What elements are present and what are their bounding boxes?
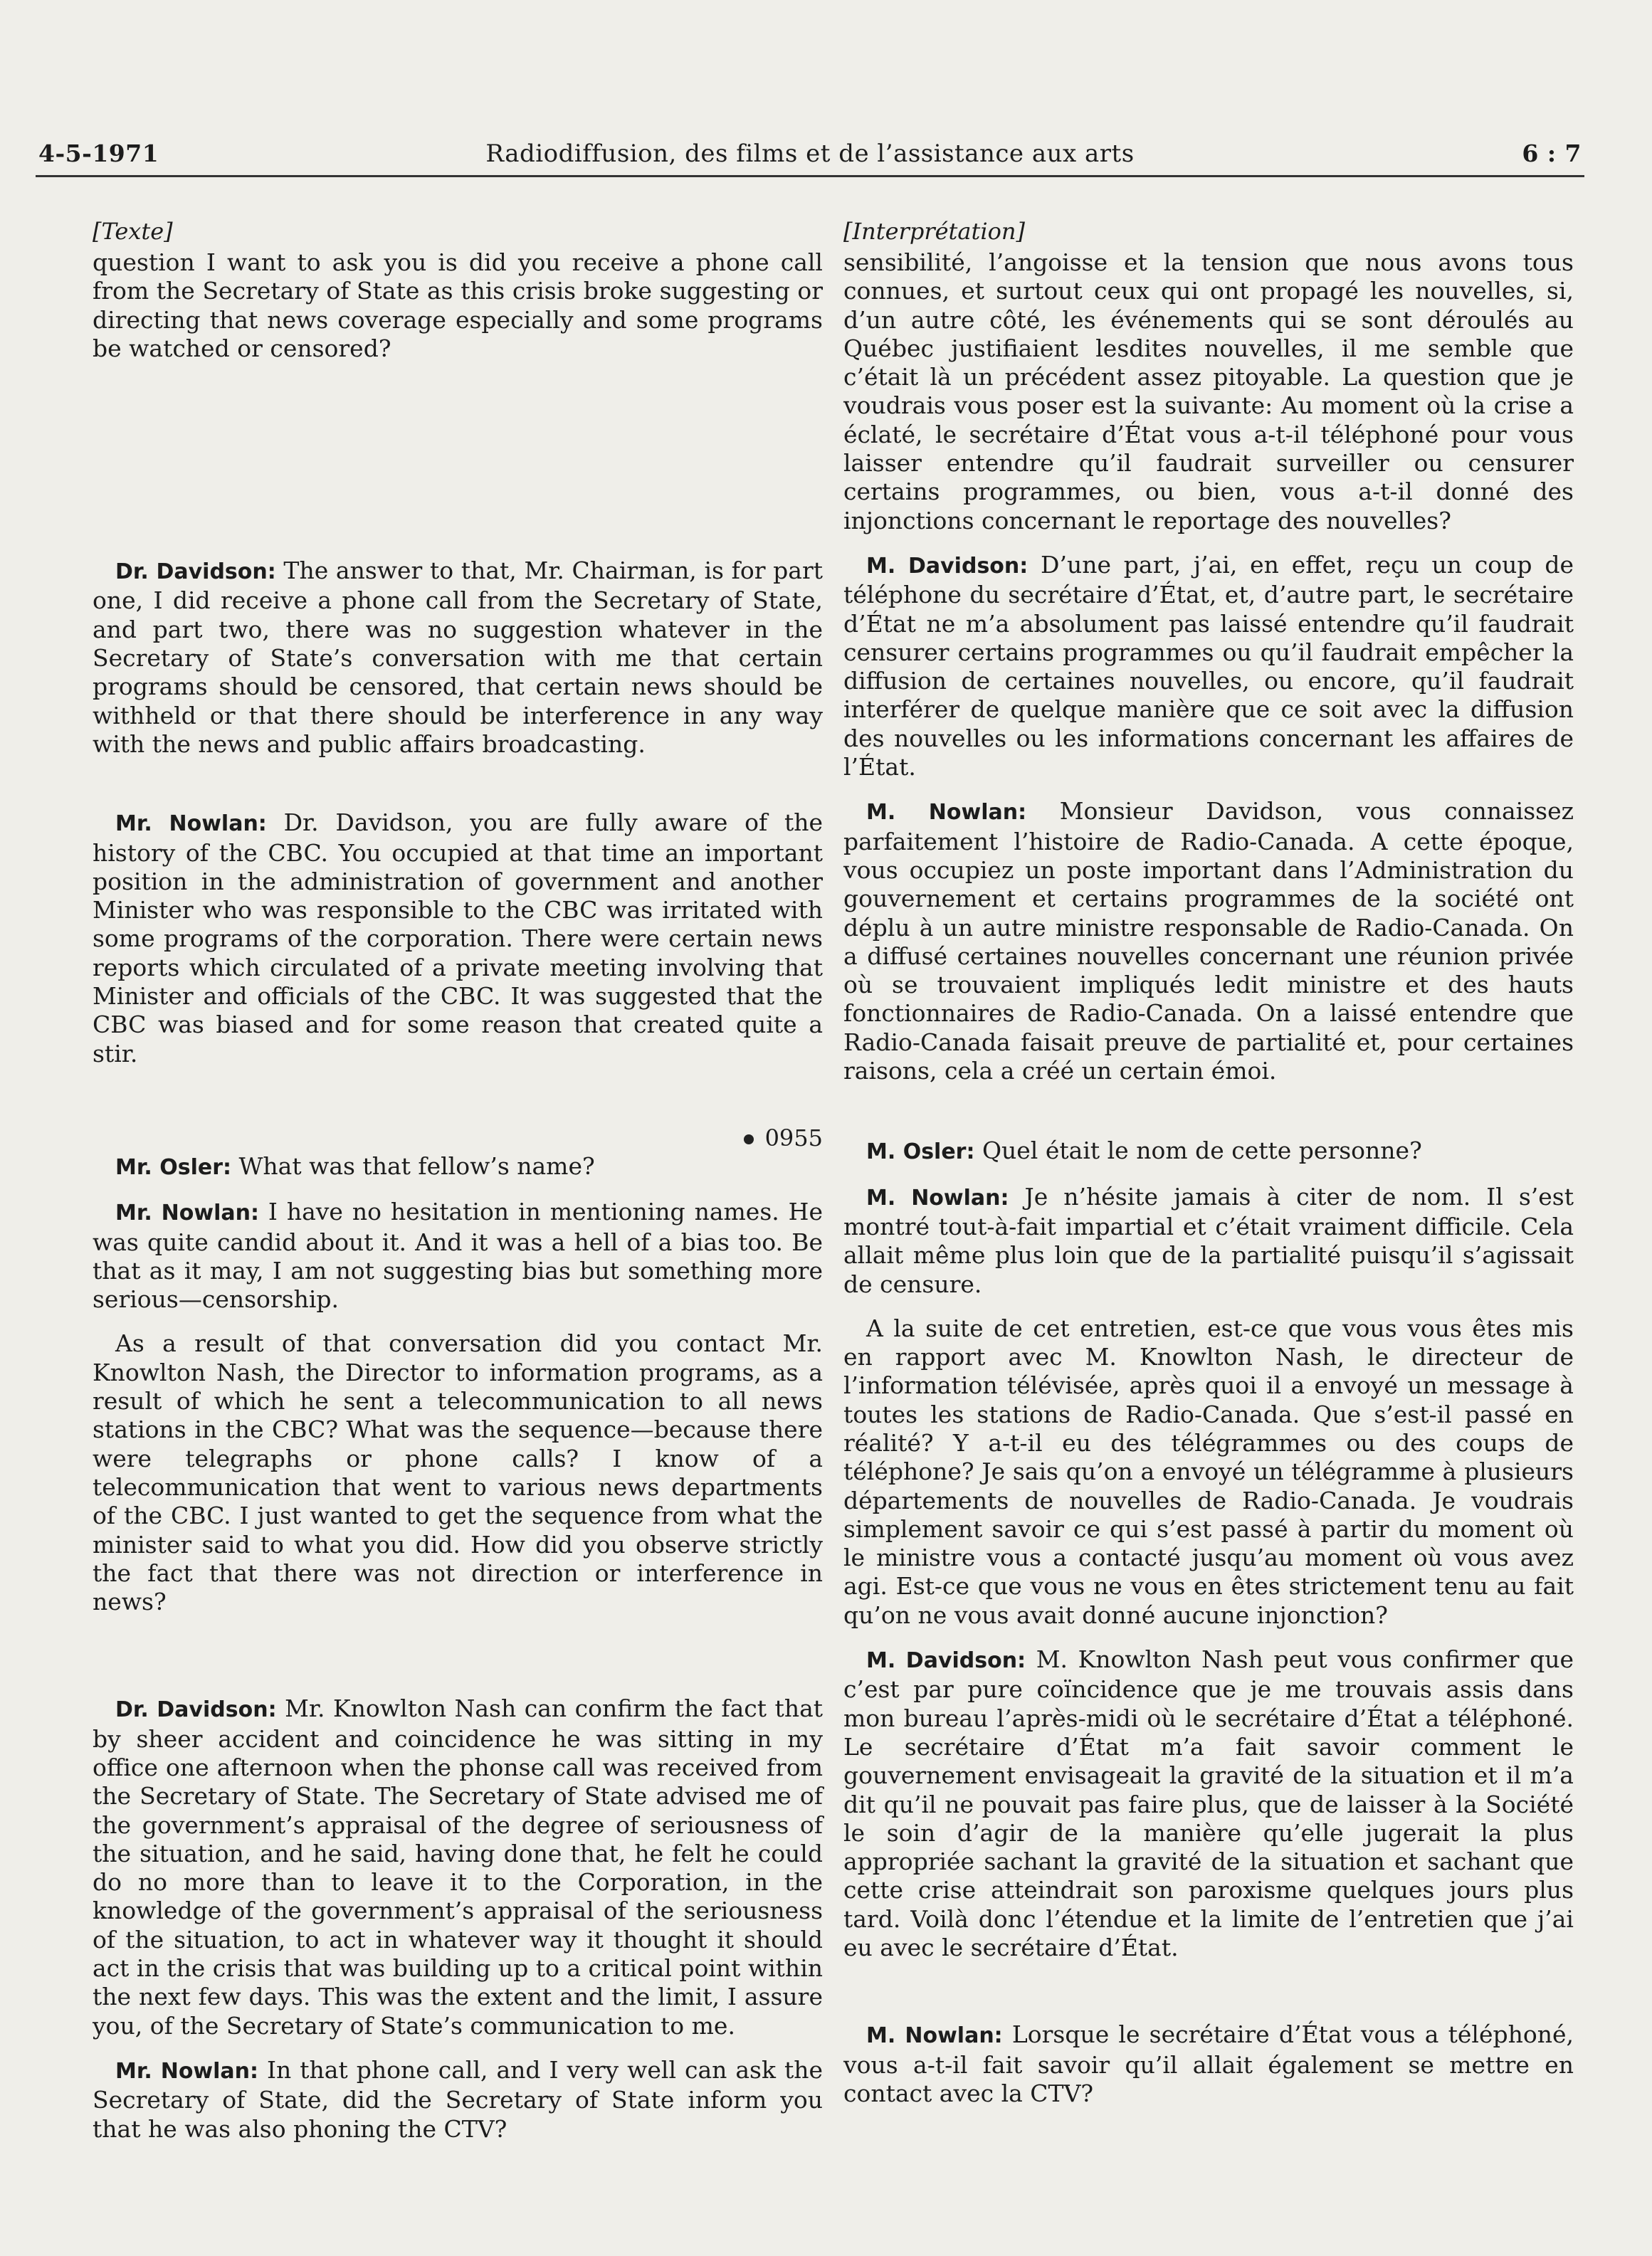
- speech-text: What was that fellow’s name?: [231, 1151, 595, 1180]
- speaker-name: Mr. Nowlan:: [115, 811, 267, 837]
- speaker-name: Dr. Davidson:: [115, 1697, 277, 1723]
- paragraph: sensibilité, l’angoisse et la tension que nous avons tous connues, et surtout ceux qui ont propagé les nouvelles, si, d’un autre côté, les événements qui se sont déroulés au Québec justifiaient lesdites nouvelles, il me semble que c’était là un précédent assez pitoyable. La question que je voudrais vous poser est la suivante: Au moment où la crise a éclaté, le secrétaire d’État vous a-t-il téléphoné pour vous laisser entendre qu’il faudrait surveiller ou censurer certains programmes, ou bien, vous a-t-il donné des injonctions concernant le reportage des nouvelles?: [843, 248, 1574, 534]
- english-column: [93, 217, 823, 2144]
- paragraph: As a result of that conversation did you contact Mr. Knowlton Nash, the Director to information programs, as a result of which he sent a telecommunication to all news stations in the CBC? What was the sequence—because there were telegraphs or phone calls? I know of a telecommunication that went to various news departments of the CBC. I just wanted to get the sequence from what the minister said to what you did. How did you observe strictly the fact that there was not direction or interference in news?: [93, 1329, 823, 1616]
- speech-text: In that phone call, and I very well can ask the Secretary of State, did the Secretary of State inform you that he was also phoning the CTV?: [93, 2055, 824, 2143]
- speech-text: Je n’hésite jamais à citer de nom. Il s’est montré tout-à-fait impartial et c’était vraiment difficile. Cela allait même plus loin que de la partialité puisqu’il s’agissait de censure.: [843, 1182, 1574, 1298]
- speaker-name: M. Nowlan:: [866, 1185, 1009, 1211]
- speaker-name: M. Nowlan:: [866, 800, 1027, 826]
- paragraph: [843, 551, 1574, 781]
- speaker-name: Mr. Osler:: [115, 1154, 231, 1180]
- timestamp: [93, 1124, 823, 1152]
- paragraph: [843, 1137, 1574, 1166]
- paragraph: [93, 2056, 823, 2144]
- paragraph: [843, 1645, 1574, 1962]
- paragraph: [843, 1183, 1574, 1299]
- speech-text: D’une part, j’ai, en effet, reçu un coup de téléphone du secrétaire d’État, et, d’autre part, le secrétaire d’État ne m’a absolument pas laissé entendre qu’il faudrait censurer certains programmes ou qu’il faudrait empêcher la diffusion de certaines nouvelles, ou encore, qu’il faudrait interférer de quelque manière que ce soit avec la diffusion des nouvelles ou les informations concernant les affaires de l’État.: [843, 550, 1574, 781]
- speaker-name: M. Nowlan:: [866, 2023, 1003, 2049]
- timestamp-text: 0955: [764, 1124, 823, 1151]
- header-date: 4-5-1971: [38, 139, 159, 167]
- paragraph: [843, 797, 1574, 1085]
- page-header: [36, 139, 1584, 177]
- speech-text: Monsieur Davidson, vous connaissez parfaitement l’histoire de Radio-Canada. A cette époque, vous occupiez un poste important dans l’Administration du gouvernement et certains programmes de la société ont déplu à un autre ministre responsable de Radio-Canada. On a diffusé certaines nouvelles concernant une réunion privée où se trouvaient impliqués ledit ministre et des hauts fonctionnaires de Radio-Canada. On a laissé entendre que Radio-Canada faisait preuve de partialité et, pour certaines raisons, cela a créé un certain émoi.: [843, 797, 1574, 1085]
- speech-text: M. Knowlton Nash peut vous confirmer que c’est par pure coïncidence que je me trouvais assis dans mon bureau l’après-midi où le secrétaire d’État a téléphoné. Le secrétaire d’État m’a fait savoir comment le gouvernement envisageait la gravité de la situation et il m’a dit qu’il ne pouvait pas faire plus, que de laisser à la Société le soin d’agir de la manière qu’elle jugerait la plus appropriée sachant la gravité de la situation et sachant que cette crise atteindrait son paroxisme quelques jours plus tard. Voilà donc l’étendue et la limite de l’entretien que j’ai eu avec le secrétaire d’État.: [843, 1645, 1574, 1962]
- paragraph: [93, 1694, 823, 2040]
- text-label: [Texte]: [93, 218, 173, 245]
- speaker-name: M. Davidson:: [866, 1648, 1026, 1674]
- bullet-icon: [744, 1134, 754, 1144]
- header-title: Radiodiffusion, des films et de l’assistance aux arts: [485, 139, 1135, 168]
- french-column: [843, 217, 1574, 2108]
- speech-text: Mr. Knowlton Nash can confirm the fact that by sheer accident and coincidence he was sitting in my office one afternoon when the phonse call was received from the Secretary of State. The Secretary of State advised me of the government’s appraisal of the degree of seriousness of the situation, and he said, having done that, he felt he could do no more than to leave it to the Corporation, in the knowledge of the government’s appraisal of the seriousness of the situation, to act in whatever way it thought it should act in the crisis that was building up to a critical point within the next few days. This was the extent and the limit, I assure you, of the Secretary of State’s communication to me.: [93, 1694, 824, 2040]
- paragraph: [93, 1152, 823, 1182]
- speech-text: Lorsque le secrétaire d’État vous a téléphoné, vous a-t-il fait savoir qu’il allait également se mettre en contact avec la CTV?: [843, 2020, 1574, 2107]
- header-page-number: 6 : 7: [1522, 139, 1582, 167]
- speaker-name: Mr. Nowlan:: [115, 1201, 259, 1226]
- speaker-name: M. Osler:: [866, 1139, 975, 1165]
- speech-text: Quel était le nom de cette personne?: [974, 1137, 1422, 1165]
- speech-text: Dr. Davidson, you are fully aware of the history of the CBC. You occupied at that time an important position in the administration of government and another Minister who was responsible to the CBC was irritated with some programs of the corporation. There were certain news reports which circulated of a private meeting involving that Minister and officials of the CBC. It was suggested that the CBC was biased and for some reason that created quite a stir.: [93, 808, 823, 1068]
- speaker-name: M. Davidson:: [866, 553, 1028, 579]
- paragraph: question I want to ask you is did you receive a phone call from the Secretary of State as this crisis broke suggesting or directing that news coverage especially and some programs be watched or censored?: [93, 248, 823, 362]
- interpretation-label: [Interprétation]: [843, 218, 1025, 245]
- paragraph: [93, 557, 823, 759]
- paragraph: A la suite de cet entretien, est-ce que vous vous êtes mis en rapport avec M. Knowlton Nash, le directeur de l’information télévisée, après quoi il a envoyé un message à toutes les stations de Radio-Canada. Que s’est-il passé en réalité? Y a-t-il eu des télégrammes ou des coups de téléphone? Je sais qu’on a envoyé un télégramme à plusieurs départements de nouvelles de Radio-Canada. Je voudrais simplement savoir ce qui s’est passé à partir du moment où le ministre vous a contacté jusqu’au moment où vous avez agi. Est-ce que vous ne vous en êtes strictement tenu au fait qu’on ne vous avait donné aucune injonction?: [843, 1314, 1574, 1629]
- speech-text: The answer to that, Mr. Chairman, is for part one, I did receive a phone call from the Secretary of State, and part two, there was no suggestion whatever in the Secretary of State’s conversation with me that certain programs should be censored, that certain news should be withheld or that there should be interference in any way with the news and public affairs broadcasting.: [93, 557, 824, 758]
- paragraph: [93, 808, 823, 1068]
- paragraph: [843, 2020, 1574, 2108]
- speaker-name: Mr. Nowlan:: [115, 2058, 259, 2084]
- paragraph: [93, 1198, 823, 1314]
- speaker-name: Dr. Davidson:: [115, 559, 276, 585]
- speech-text: I have no hesitation in mentioning names. He was quite candid about it. And it was a hell of a bias too. Be that as it may, I am not suggesting bias but something more serious—censorship.: [93, 1198, 823, 1314]
